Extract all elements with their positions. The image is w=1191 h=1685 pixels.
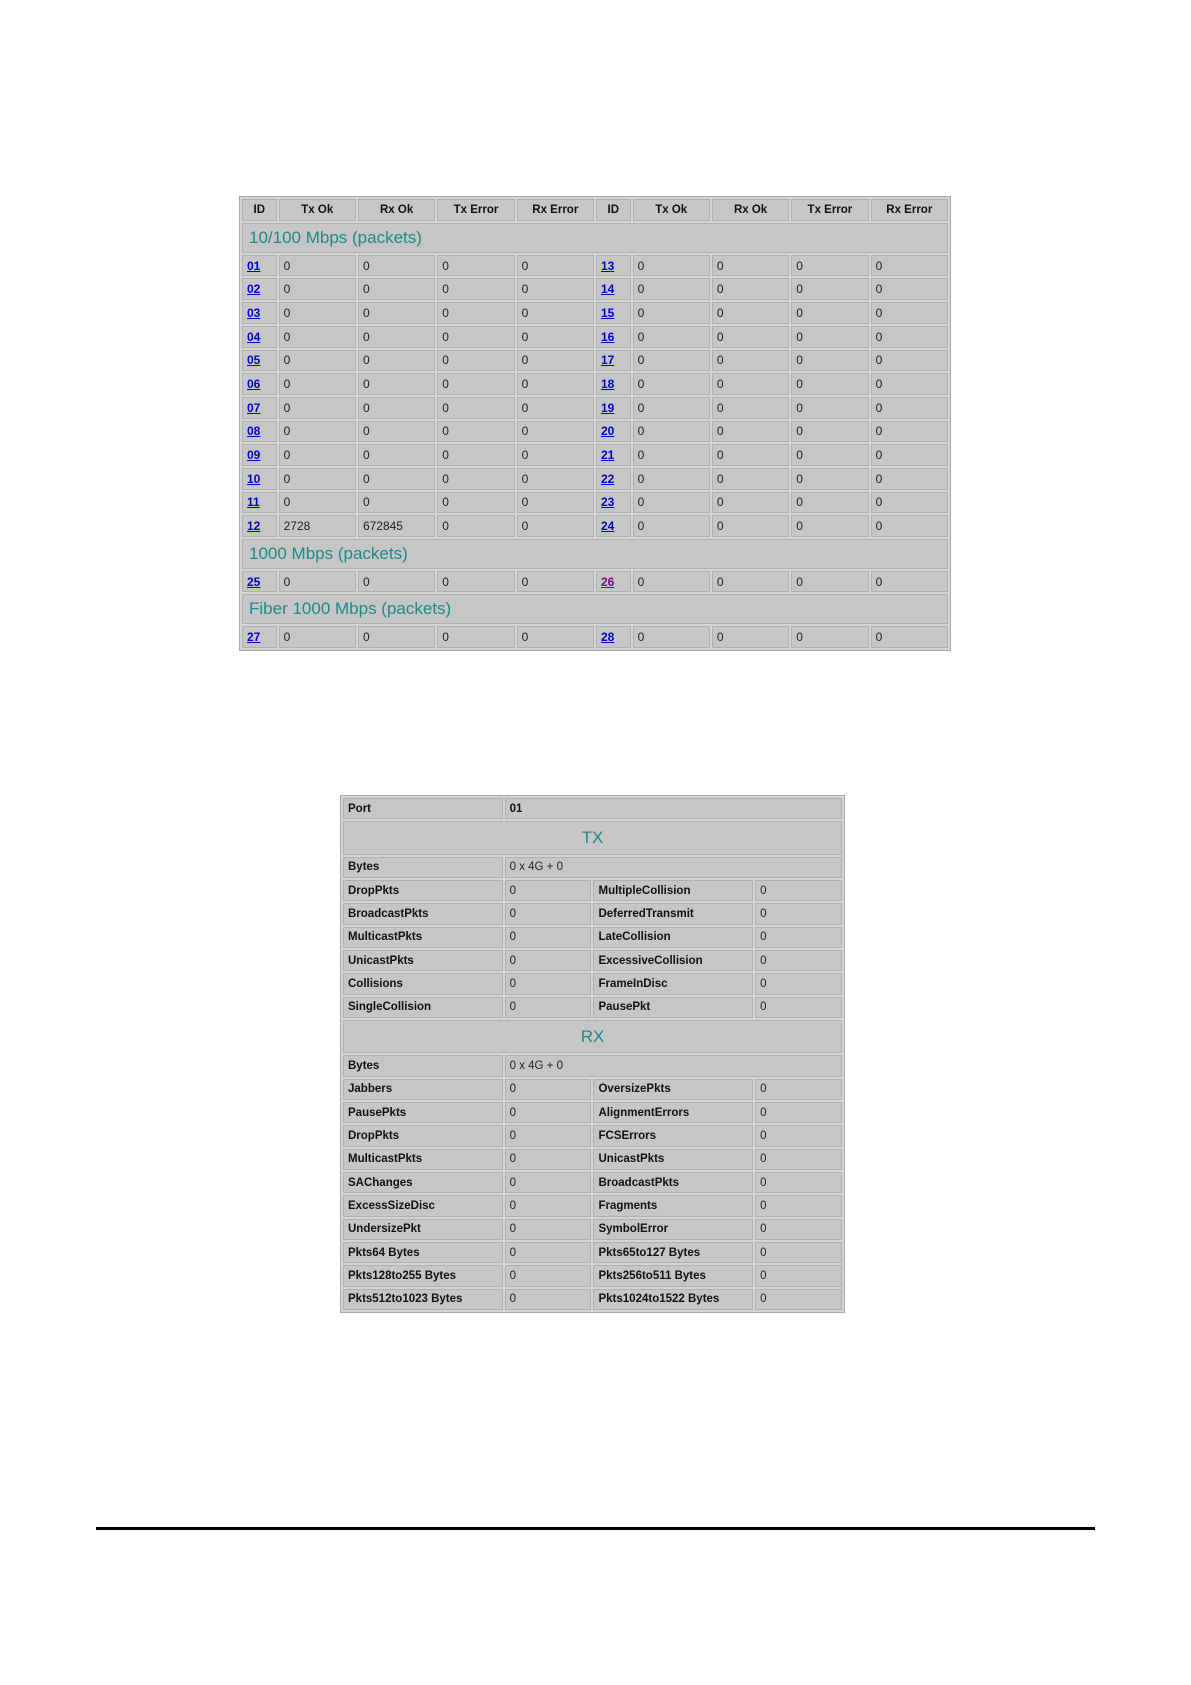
counter-label: Pkts65to127 Bytes xyxy=(593,1242,753,1263)
rx-ok-value: 672845 xyxy=(358,515,435,537)
tx-error-value: 0 xyxy=(791,492,868,514)
col-header-rx-error: Rx Error xyxy=(517,199,594,221)
port-link-11[interactable]: 11 xyxy=(247,495,260,510)
counter-value: 0 xyxy=(755,880,842,901)
col-header-rx-ok: Rx Ok xyxy=(358,199,435,221)
counter-value: 0 xyxy=(505,1219,592,1240)
section-header-row xyxy=(242,539,948,569)
port-link-06[interactable]: 06 xyxy=(247,377,261,391)
rx-error-value: 0 xyxy=(871,421,948,443)
counter-label: UnicastPkts xyxy=(343,950,503,971)
rx-ok-value: 0 xyxy=(358,444,435,466)
rx-ok-value: 0 xyxy=(358,626,435,648)
tx-error-value: 0 xyxy=(437,421,514,443)
col-header-rx-ok: Rx Ok xyxy=(712,199,789,221)
tx-ok-value: 0 xyxy=(279,492,356,514)
port-id-cell xyxy=(242,492,277,514)
port-link-04[interactable]: 04 xyxy=(247,329,261,344)
rx-ok-value: 0 xyxy=(712,326,789,348)
tx-ok-value: 0 xyxy=(279,255,356,277)
port-id-cell xyxy=(596,444,631,466)
counter-label: BroadcastPkts xyxy=(593,1172,753,1193)
port-link-26[interactable]: 26 xyxy=(600,574,615,589)
tx-ok-value: 0 xyxy=(633,302,710,324)
tx-ok-value: 0 xyxy=(279,468,356,490)
counter-value: 0 xyxy=(755,1102,842,1123)
tx-bytes-row xyxy=(343,857,842,878)
tx-ok-value: 0 xyxy=(279,421,356,443)
rx-counter-row xyxy=(343,1265,842,1286)
port-row xyxy=(343,798,842,819)
rx-error-value: 0 xyxy=(871,278,948,300)
rx-error-value: 0 xyxy=(517,468,594,490)
counter-label: UndersizePkt xyxy=(343,1219,503,1240)
counter-label: ExcessSizeDisc xyxy=(343,1195,503,1216)
port-id-cell xyxy=(242,421,277,443)
counter-label: Pkts64 Bytes xyxy=(343,1242,503,1263)
col-header-tx-error: Tx Error xyxy=(437,199,514,221)
counter-value: 0 xyxy=(505,1195,592,1216)
port-id-cell xyxy=(596,515,631,537)
section-title: 10/100 Mbps (packets) xyxy=(242,223,948,253)
rx-ok-value: 0 xyxy=(712,373,789,395)
table-row xyxy=(242,278,948,300)
tx-ok-value: 0 xyxy=(633,468,710,490)
rx-ok-value: 0 xyxy=(358,421,435,443)
port-id-cell xyxy=(242,326,277,348)
table-row xyxy=(242,255,948,277)
tx-error-value: 0 xyxy=(791,302,868,324)
rx-bytes-row xyxy=(343,1055,842,1076)
port-statistics-table xyxy=(240,197,950,650)
rx-ok-value: 0 xyxy=(358,571,435,593)
rx-error-value: 0 xyxy=(517,326,594,348)
tx-ok-value: 0 xyxy=(633,444,710,466)
port-link-03[interactable]: 03 xyxy=(247,305,261,320)
port-link-24[interactable]: 24 xyxy=(600,519,615,534)
port-value: 01 xyxy=(505,798,842,819)
tx-error-value: 0 xyxy=(791,278,868,300)
table-row xyxy=(242,326,948,348)
col-header-id: ID xyxy=(242,199,277,221)
counter-value: 0 xyxy=(505,997,592,1018)
counter-value: 0 xyxy=(755,997,842,1018)
tx-counter-row xyxy=(343,973,842,994)
counter-value: 0 xyxy=(505,903,592,924)
counter-label: MulticastPkts xyxy=(343,927,503,948)
rx-error-value: 0 xyxy=(871,397,948,419)
rx-error-value: 0 xyxy=(517,421,594,443)
counter-value: 0 xyxy=(505,1149,592,1170)
port-link-14[interactable]: 14 xyxy=(600,282,615,297)
counter-value: 0 xyxy=(505,950,592,971)
port-link-13[interactable]: 13 xyxy=(600,258,615,273)
counter-label: Pkts128to255 Bytes xyxy=(343,1265,503,1286)
port-link-23[interactable]: 23 xyxy=(600,495,615,510)
rx-section-row xyxy=(343,1020,842,1053)
port-id-cell xyxy=(596,350,631,372)
tx-ok-value: 0 xyxy=(633,571,710,593)
rx-error-value: 0 xyxy=(871,350,948,372)
rx-error-value: 0 xyxy=(871,626,948,648)
col-header-tx-ok: Tx Ok xyxy=(633,199,710,221)
rx-ok-value: 0 xyxy=(358,278,435,300)
col-header-rx-error: Rx Error xyxy=(871,199,948,221)
counter-value: 0 xyxy=(505,1289,592,1310)
tx-section-title: TX xyxy=(343,821,842,854)
rx-counter-row xyxy=(343,1195,842,1216)
counter-value: 0 xyxy=(505,1172,592,1193)
port-link-05[interactable]: 05 xyxy=(247,353,261,368)
rx-counter-row xyxy=(343,1125,842,1146)
rx-bytes-value: 0 x 4G + 0 xyxy=(505,1055,842,1076)
table-row xyxy=(242,444,948,466)
rx-error-value: 0 xyxy=(871,571,948,593)
counter-value: 0 xyxy=(505,1102,592,1123)
rx-ok-value: 0 xyxy=(358,468,435,490)
tx-error-value: 0 xyxy=(791,255,868,277)
counter-value: 0 xyxy=(755,950,842,971)
counter-value: 0 xyxy=(755,1289,842,1310)
port-id-cell xyxy=(242,468,277,490)
tx-ok-value: 0 xyxy=(279,350,356,372)
tx-bytes-label: Bytes xyxy=(343,857,503,878)
counter-label: BroadcastPkts xyxy=(343,903,503,924)
counter-label: DropPkts xyxy=(343,880,503,901)
tx-error-value: 0 xyxy=(791,397,868,419)
counter-label: Collisions xyxy=(343,973,503,994)
tx-counter-row xyxy=(343,997,842,1018)
rx-counter-row xyxy=(343,1242,842,1263)
counter-value: 0 xyxy=(755,1172,842,1193)
counter-label: Pkts1024to1522 Bytes xyxy=(593,1289,753,1310)
rx-error-value: 0 xyxy=(517,255,594,277)
rx-ok-value: 0 xyxy=(712,350,789,372)
rx-error-value: 0 xyxy=(871,255,948,277)
rx-ok-value: 0 xyxy=(358,326,435,348)
rx-counter-row xyxy=(343,1289,842,1310)
tx-error-value: 0 xyxy=(437,373,514,395)
port-id-cell xyxy=(242,302,277,324)
counter-label: MulticastPkts xyxy=(343,1149,503,1170)
counter-label: DeferredTransmit xyxy=(593,903,753,924)
tx-ok-value: 0 xyxy=(633,373,710,395)
counter-value: 0 xyxy=(755,1265,842,1286)
tx-ok-value: 0 xyxy=(633,421,710,443)
rx-ok-value: 0 xyxy=(358,255,435,277)
counter-value: 0 xyxy=(755,903,842,924)
rx-error-value: 0 xyxy=(871,326,948,348)
counter-value: 0 xyxy=(755,927,842,948)
section-header-row xyxy=(242,594,948,624)
tx-error-value: 0 xyxy=(437,444,514,466)
port-link-25[interactable]: 25 xyxy=(247,574,261,589)
port-link-22[interactable]: 22 xyxy=(600,471,615,486)
rx-error-value: 0 xyxy=(517,397,594,419)
counter-label: AlignmentErrors xyxy=(593,1102,753,1123)
header-row xyxy=(242,199,948,221)
tx-ok-value: 0 xyxy=(279,373,356,395)
rx-ok-value: 0 xyxy=(712,278,789,300)
tx-error-value: 0 xyxy=(791,468,868,490)
port-id-cell xyxy=(596,571,631,593)
tx-error-value: 0 xyxy=(437,350,514,372)
tx-error-value: 0 xyxy=(437,255,514,277)
rx-error-value: 0 xyxy=(517,626,594,648)
counter-value: 0 xyxy=(755,973,842,994)
counter-value: 0 xyxy=(755,1219,842,1240)
counter-label: Jabbers xyxy=(343,1079,503,1100)
port-id-cell xyxy=(596,421,631,443)
port-id-cell xyxy=(596,326,631,348)
rx-error-value: 0 xyxy=(517,350,594,372)
port-label: Port xyxy=(343,798,503,819)
port-link-07[interactable]: 07 xyxy=(247,400,261,415)
counter-value: 0 xyxy=(755,1195,842,1216)
section-title: 1000 Mbps (packets) xyxy=(242,539,948,569)
rx-ok-value: 0 xyxy=(712,397,789,419)
counter-label: FCSErrors xyxy=(593,1125,753,1146)
tx-counter-row xyxy=(343,927,842,948)
counter-label: SingleCollision xyxy=(343,997,503,1018)
rx-ok-value: 0 xyxy=(712,302,789,324)
port-id-cell xyxy=(242,278,277,300)
rx-ok-value: 0 xyxy=(358,397,435,419)
tx-error-value: 0 xyxy=(791,626,868,648)
port-link-02[interactable]: 02 xyxy=(247,282,261,297)
counter-label: MultipleCollision xyxy=(593,880,753,901)
port-link-15[interactable]: 15 xyxy=(600,305,615,320)
col-header-tx-ok: Tx Ok xyxy=(279,199,356,221)
counter-label: UnicastPkts xyxy=(593,1149,753,1170)
tx-ok-value: 0 xyxy=(279,302,356,324)
rx-ok-value: 0 xyxy=(712,468,789,490)
tx-error-value: 0 xyxy=(437,302,514,324)
port-id-cell xyxy=(596,468,631,490)
table-row xyxy=(242,626,948,648)
tx-ok-value: 0 xyxy=(633,278,710,300)
port-link-20[interactable]: 20 xyxy=(600,424,615,439)
rx-error-value: 0 xyxy=(871,444,948,466)
rx-error-value: 0 xyxy=(517,373,594,395)
tx-ok-value: 0 xyxy=(633,255,710,277)
rx-error-value: 0 xyxy=(517,278,594,300)
port-link-16[interactable]: 16 xyxy=(600,329,615,344)
rx-ok-value: 0 xyxy=(712,571,789,593)
tx-ok-value: 0 xyxy=(633,397,710,419)
tx-error-value: 0 xyxy=(437,278,514,300)
tx-ok-value: 0 xyxy=(633,515,710,537)
tx-error-value: 0 xyxy=(791,350,868,372)
port-id-cell xyxy=(596,255,631,277)
port-link-18[interactable]: 18 xyxy=(600,377,615,391)
section-header-row xyxy=(242,223,948,253)
tx-error-value: 0 xyxy=(791,571,868,593)
table-row xyxy=(242,350,948,372)
counter-label: Pkts512to1023 Bytes xyxy=(343,1289,503,1310)
tx-ok-value: 0 xyxy=(633,492,710,514)
overview-body xyxy=(242,223,948,648)
port-link-17[interactable]: 17 xyxy=(600,353,615,368)
port-id-cell xyxy=(242,571,277,593)
rx-ok-value: 0 xyxy=(358,373,435,395)
port-detail-table xyxy=(341,796,844,1312)
rx-error-value: 0 xyxy=(871,515,948,537)
port-id-cell xyxy=(242,350,277,372)
port-link-19[interactable]: 19 xyxy=(600,400,615,415)
counter-value: 0 xyxy=(755,1149,842,1170)
counter-value: 0 xyxy=(505,973,592,994)
rx-ok-value: 0 xyxy=(712,515,789,537)
counter-value: 0 xyxy=(505,880,592,901)
rx-ok-value: 0 xyxy=(358,492,435,514)
tx-ok-value: 0 xyxy=(279,444,356,466)
tx-error-value: 0 xyxy=(791,373,868,395)
tx-ok-value: 0 xyxy=(279,278,356,300)
rx-error-value: 0 xyxy=(517,444,594,466)
rx-counter-row xyxy=(343,1102,842,1123)
port-link-28[interactable]: 28 xyxy=(600,630,615,645)
port-link-09[interactable]: 09 xyxy=(247,448,261,463)
counter-value: 0 xyxy=(505,1265,592,1286)
port-link-27[interactable]: 27 xyxy=(247,630,261,645)
tx-ok-value: 0 xyxy=(279,326,356,348)
port-id-cell xyxy=(242,515,277,537)
tx-bytes-value: 0 x 4G + 0 xyxy=(505,857,842,878)
counter-value: 0 xyxy=(755,1242,842,1263)
table-row xyxy=(242,373,948,395)
rx-counter-row xyxy=(343,1219,842,1240)
counter-label: LateCollision xyxy=(593,927,753,948)
tx-ok-value: 0 xyxy=(279,397,356,419)
rx-counter-row xyxy=(343,1172,842,1193)
col-header-id: ID xyxy=(596,199,631,221)
table-row xyxy=(242,421,948,443)
tx-error-value: 0 xyxy=(437,626,514,648)
table-row xyxy=(242,492,948,514)
rx-error-value: 0 xyxy=(871,468,948,490)
tx-error-value: 0 xyxy=(437,397,514,419)
counter-label: Pkts256to511 Bytes xyxy=(593,1265,753,1286)
rx-bytes-label: Bytes xyxy=(343,1055,503,1076)
rx-ok-value: 0 xyxy=(712,421,789,443)
tx-error-value: 0 xyxy=(791,515,868,537)
tx-counter-row xyxy=(343,903,842,924)
tx-error-value: 0 xyxy=(437,515,514,537)
port-id-cell xyxy=(596,302,631,324)
port-id-cell xyxy=(242,397,277,419)
tx-counter-row xyxy=(343,950,842,971)
rx-error-value: 0 xyxy=(517,302,594,324)
port-id-cell xyxy=(242,444,277,466)
rx-error-value: 0 xyxy=(871,373,948,395)
rx-error-value: 0 xyxy=(871,302,948,324)
port-id-cell xyxy=(242,626,277,648)
port-id-cell xyxy=(596,626,631,648)
counter-label: DropPkts xyxy=(343,1125,503,1146)
rx-section-title: RX xyxy=(343,1020,842,1053)
counter-label: SAChanges xyxy=(343,1172,503,1193)
port-id-cell xyxy=(596,278,631,300)
table-row xyxy=(242,468,948,490)
tx-ok-value: 0 xyxy=(279,571,356,593)
rx-ok-value: 0 xyxy=(712,255,789,277)
footer-divider xyxy=(96,1527,1095,1530)
tx-section-row xyxy=(343,821,842,854)
rx-counter-row xyxy=(343,1079,842,1100)
counter-label: OversizePkts xyxy=(593,1079,753,1100)
rx-error-value: 0 xyxy=(871,492,948,514)
port-link-12[interactable]: 12 xyxy=(247,519,261,534)
counter-value: 0 xyxy=(505,927,592,948)
port-id-cell xyxy=(242,373,277,395)
tx-error-value: 0 xyxy=(791,326,868,348)
port-id-cell xyxy=(242,255,277,277)
port-link-01[interactable]: 01 xyxy=(247,258,261,273)
counter-value: 0 xyxy=(755,1125,842,1146)
tx-ok-value: 0 xyxy=(633,326,710,348)
port-link-21[interactable]: 21 xyxy=(600,448,615,463)
port-id-cell xyxy=(596,397,631,419)
counter-label: SymbolError xyxy=(593,1219,753,1240)
table-row xyxy=(242,571,948,593)
table-row xyxy=(242,302,948,324)
rx-error-value: 0 xyxy=(517,515,594,537)
counter-value: 0 xyxy=(505,1242,592,1263)
counter-label: Fragments xyxy=(593,1195,753,1216)
tx-error-value: 0 xyxy=(437,326,514,348)
port-link-08[interactable]: 08 xyxy=(247,424,261,439)
rx-ok-value: 0 xyxy=(358,350,435,372)
counter-value: 0 xyxy=(505,1079,592,1100)
rx-ok-value: 0 xyxy=(712,444,789,466)
tx-counter-row xyxy=(343,880,842,901)
tx-error-value: 0 xyxy=(437,571,514,593)
tx-error-value: 0 xyxy=(791,444,868,466)
rx-counter-row xyxy=(343,1149,842,1170)
tx-error-value: 0 xyxy=(791,421,868,443)
section-title: Fiber 1000 Mbps (packets) xyxy=(242,594,948,624)
rx-error-value: 0 xyxy=(517,492,594,514)
table-row xyxy=(242,515,948,537)
rx-ok-value: 0 xyxy=(712,626,789,648)
counter-label: PausePkt xyxy=(593,997,753,1018)
counter-value: 0 xyxy=(505,1125,592,1146)
port-detail-panel xyxy=(340,795,845,1313)
counter-label: ExcessiveCollision xyxy=(593,950,753,971)
tx-ok-value: 0 xyxy=(279,626,356,648)
port-link-10[interactable]: 10 xyxy=(247,471,261,486)
counter-label: PausePkts xyxy=(343,1102,503,1123)
port-statistics-overview xyxy=(239,196,951,651)
tx-error-value: 0 xyxy=(437,468,514,490)
tx-error-value: 0 xyxy=(437,492,514,514)
detail-body xyxy=(343,798,842,1310)
port-id-cell xyxy=(596,373,631,395)
port-id-cell xyxy=(596,492,631,514)
tx-ok-value: 0 xyxy=(633,350,710,372)
counter-label: FrameInDisc xyxy=(593,973,753,994)
tx-ok-value: 0 xyxy=(633,626,710,648)
rx-ok-value: 0 xyxy=(358,302,435,324)
table-row xyxy=(242,397,948,419)
rx-ok-value: 0 xyxy=(712,492,789,514)
col-header-tx-error: Tx Error xyxy=(791,199,868,221)
tx-ok-value: 2728 xyxy=(279,515,356,537)
counter-value: 0 xyxy=(755,1079,842,1100)
rx-error-value: 0 xyxy=(517,571,594,593)
